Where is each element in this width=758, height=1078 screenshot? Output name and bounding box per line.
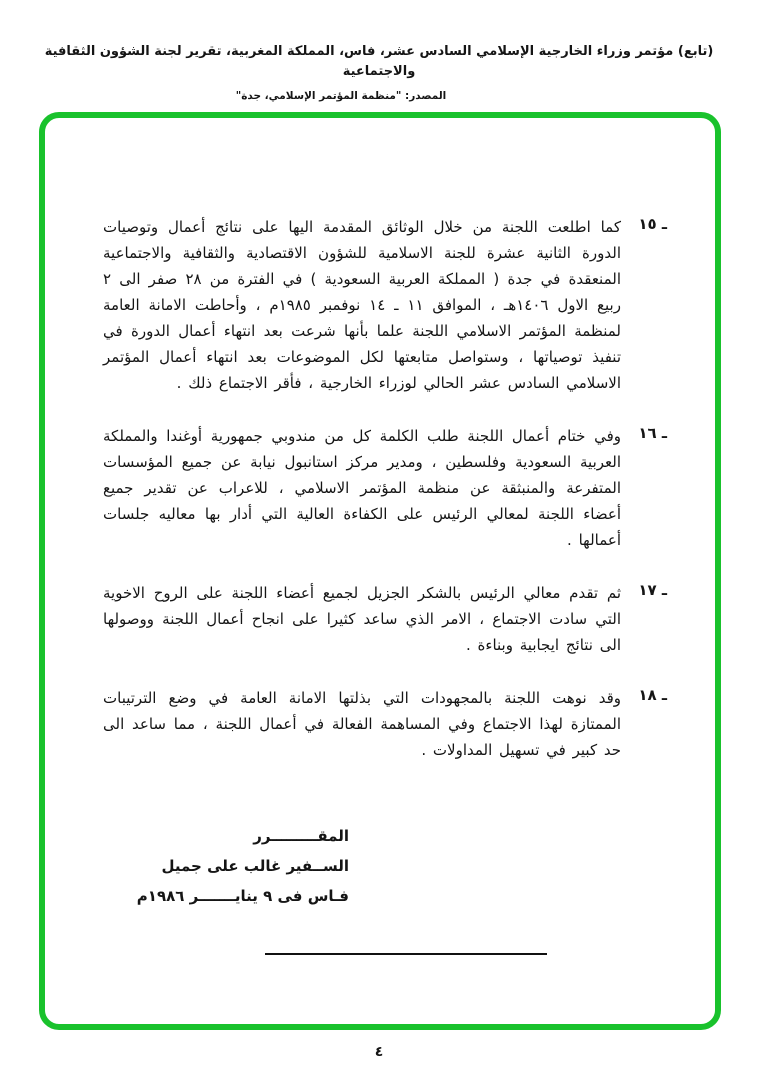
paragraph-number: ـ ١٨	[638, 686, 667, 704]
numbered-paragraph-15	[103, 214, 667, 396]
horizontal-rule	[265, 953, 547, 955]
signature-name: الســفير غالب على جميل	[161, 857, 349, 875]
paragraph-text: وفي ختام أعمال اللجنة طلب الكلمة كل من مندوبي جمهورية أوغندا والمملكة العربية السعودية وفلسطين ، ومدير مركز استانبول نيابة عن جميع المؤسسات المتفرعة والمنبثقة عن منظمة المؤتمر الاسلامي ، للاعراب عن تقدير جميع أعضاء اللجنة لمعالي الرئيس على الكفاءة العالية التي أدار بها معاليه جلسات أعمالها .	[103, 427, 621, 549]
document-header	[0, 0, 758, 102]
paragraph-text: كما اطلعت اللجنة من خلال الوثائق المقدمة اليها على نتائج أعمال وتوصيات الدورة الثانية عشرة للجنة الاسلامية للشؤون الاقتصادية والثقافية والاجتماعية المنعقدة في جدة ( المملكة العربية السعودية ) في الفترة من ٢٨ صفر الى ٢ ربيع الاول ١٤٠٦هـ ، الموافق ١١ ـ ١٤ نوفمبر ١٩٨٥م ، وأحاطت الامانة العامة لمنظمة المؤتمر الاسلامي اللجنة علما بأنها شرعت بعد انتهاء أعمال الدورة في تنفيذ توصياتها ، وستواصل متابعتها لكل الموضوعات بعد انتهاء أعمال المؤتمر الاسلامي السادس عشر الحالي لوزراء الخارجية ، فأقر الاجتماع ذلك .	[103, 218, 621, 392]
paragraph-text: وقد نوهت اللجنة بالمجهودات التي بذلتها الامانة العامة في وضع الترتيبات الممتازة لهذا الاجتماع وفي المساهمة الفعالة في أعمال اللجنة ، مما ساعد الى حد كبير في تسهيل المداولات .	[103, 689, 621, 759]
numbered-paragraph-18	[103, 685, 667, 763]
paragraph-text: ثم تقدم معالي الرئيس بالشكر الجزيل لجميع أعضاء اللجنة على الروح الاخوية التي سادت الاجتماع ، الامر الذي ساعد كثيرا على انجاح أعمال اللجنة ووصولها الى نتائج ايجابية وبناءة .	[103, 584, 621, 654]
content-border-box	[39, 112, 721, 1030]
signature-title: المقـــــــــرر	[253, 827, 349, 845]
numbered-paragraph-17	[103, 580, 667, 658]
document-source-line: المصدر: "منظمة المؤتمر الإسلامي، جدة"	[235, 90, 447, 102]
numbered-paragraph-16	[103, 423, 667, 553]
paragraph-number: ـ ١٧	[638, 581, 667, 599]
signature-place-date: فـاس فى ٩ ينايـــــــر ١٩٨٦م	[136, 887, 349, 905]
document-title: (تابع) مؤتمر وزراء الخارجية الإسلامي السادس عشر، فاس، المملكة المغربية، تقرير لجنة الشؤون الثقافية والاجتماعية	[44, 44, 714, 79]
signature-block	[119, 821, 349, 911]
page-number: ٤	[374, 1044, 384, 1060]
document-body	[45, 118, 715, 955]
paragraph-number: ـ ١٦	[638, 424, 667, 442]
paragraph-number: ـ ١٥	[638, 215, 667, 233]
